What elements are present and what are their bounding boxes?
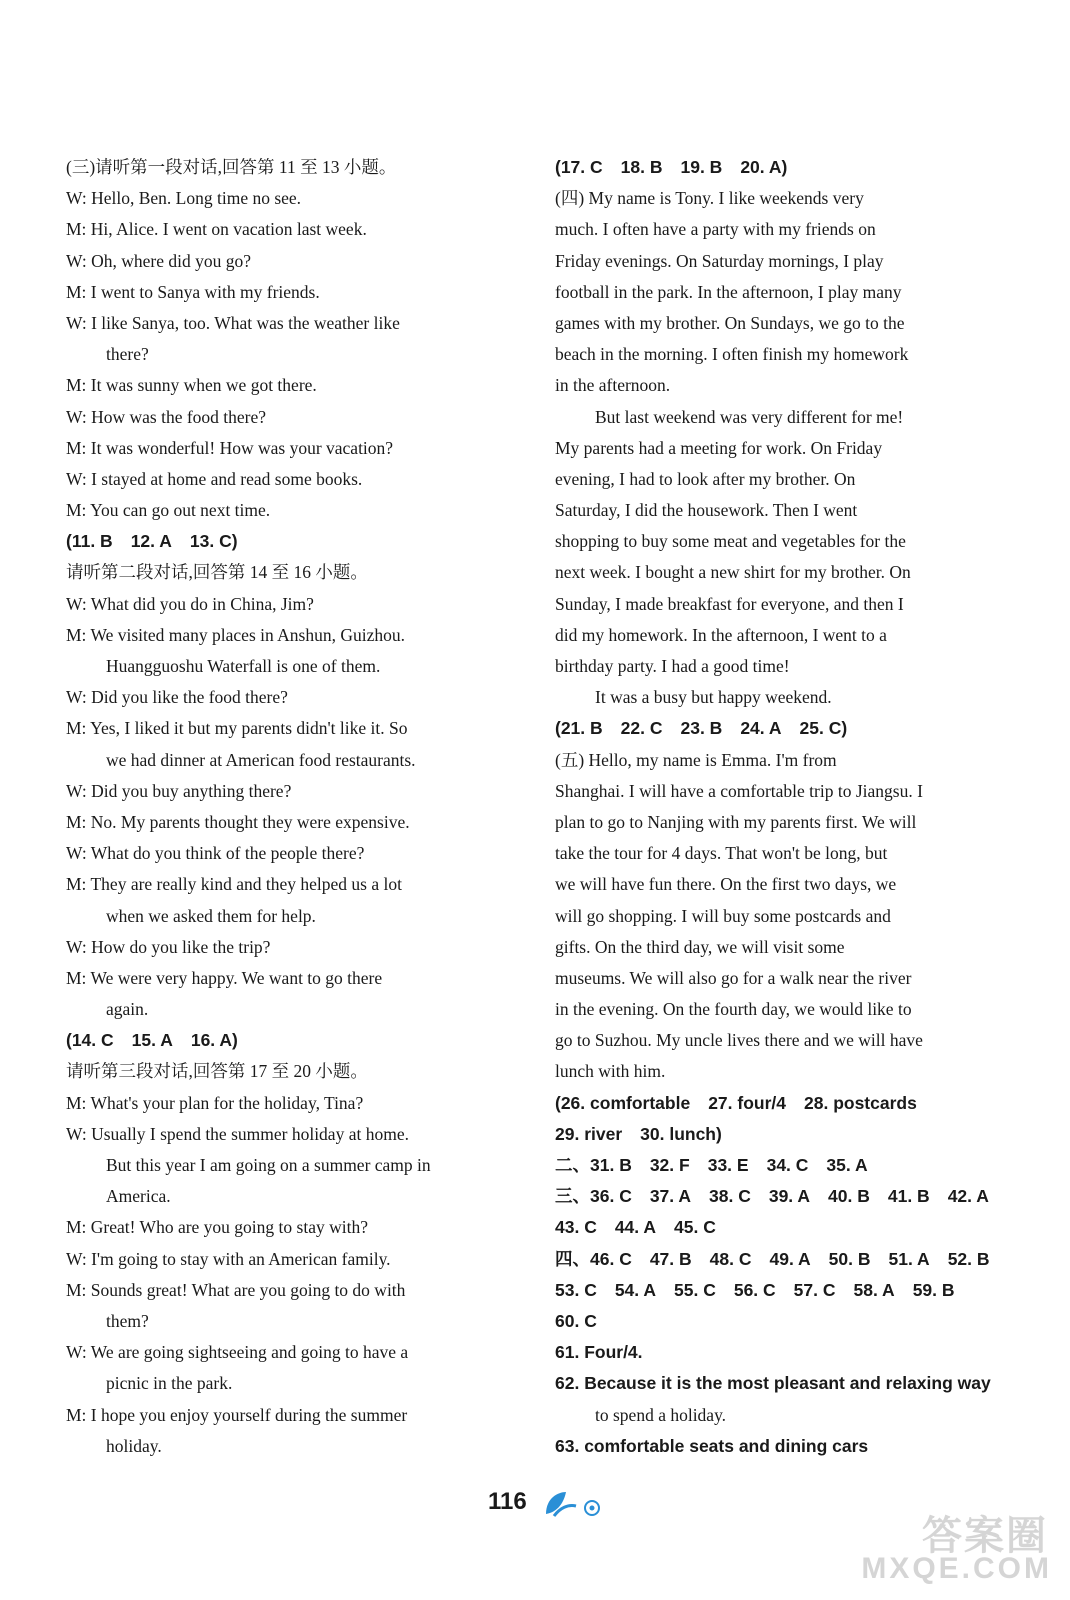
- continuation-line: But this year I am going on a summer camp in: [106, 1155, 431, 1175]
- answer-item: 四、46. C: [555, 1248, 632, 1269]
- continuation-line: to spend a holiday.: [595, 1404, 727, 1425]
- answer-item: 39. A: [768, 1186, 811, 1207]
- answer-item: 24. A: [740, 718, 782, 739]
- text-line: M: They are really kind and they helped us a lot: [66, 874, 402, 895]
- text-line: W: Oh, where did you go?: [66, 250, 251, 271]
- text-line: W: Did you like the food there?: [66, 687, 288, 708]
- left-column: [66, 152, 496, 1462]
- answer-item: 20. A): [740, 157, 788, 177]
- indented-line: But last weekend was very different for me!: [595, 406, 904, 427]
- answer-row: [66, 526, 496, 557]
- answer-item: 45. C: [674, 1217, 716, 1238]
- answer-row: [555, 1368, 991, 1399]
- answer-item: 58. A: [853, 1279, 895, 1300]
- answer-item: 61. Four/4.: [555, 1342, 643, 1363]
- answer-item: (11. B: [66, 531, 113, 552]
- text-line: M: What's your plan for the holiday, Tina?: [66, 1092, 364, 1113]
- answer-row: [555, 1431, 975, 1462]
- text-line: Sunday, I made breakfast for everyone, and then I: [555, 593, 904, 614]
- answer-item: 27. four/4: [708, 1092, 786, 1113]
- text-line: Friday evenings. On Saturday mornings, I play: [555, 250, 884, 271]
- answer-row: [66, 1025, 496, 1056]
- text-line: M: No. My parents thought they were expensive.: [66, 811, 410, 832]
- watermark-logo: [840, 1504, 1060, 1594]
- text-line: W: I stayed at home and read some books.: [66, 468, 363, 489]
- text-line: will go shopping. I will buy some postcards and: [555, 905, 891, 926]
- text-line: My parents had a meeting for work. On Friday: [555, 437, 883, 458]
- text-line: W: I'm going to stay with an American family.: [66, 1248, 391, 1269]
- answer-item: 57. C: [793, 1279, 836, 1300]
- continuation-line: we had dinner at American food restaurants.: [106, 749, 416, 770]
- answer-item: 40. B: [828, 1186, 870, 1207]
- answer-item: 43. C: [555, 1217, 597, 1238]
- answer-item: 47. B: [649, 1248, 692, 1269]
- answer-item: 29. river: [555, 1123, 623, 1144]
- text-line: M: I went to Sanya with my friends.: [66, 281, 320, 302]
- text-line: football in the park. In the afternoon, I play many: [555, 281, 902, 302]
- text-line: lunch with him.: [555, 1061, 666, 1082]
- text-line: M: You can go out next time.: [66, 500, 271, 521]
- continuation-line: America.: [106, 1186, 171, 1207]
- answer-item: 33. E: [707, 1155, 749, 1175]
- answer-item: 50. B: [828, 1248, 871, 1269]
- answer-item: 13. C): [189, 531, 238, 552]
- continuation-line: when we asked them for help.: [106, 905, 316, 926]
- answer-item: (26. comfortable: [555, 1092, 691, 1113]
- text-line: M: I hope you enjoy yourself during the summer: [66, 1404, 408, 1425]
- answer-row: [555, 1275, 975, 1306]
- text-line: in the evening. On the fourth day, we would like to: [555, 999, 912, 1020]
- answer-row: [555, 1088, 975, 1119]
- answer-item: 59. B: [912, 1279, 955, 1300]
- answer-row: [555, 152, 975, 183]
- text-line: W: Usually I spend the summer holiday at home.: [66, 1123, 409, 1144]
- answer-row: [555, 1181, 989, 1212]
- text-line: museums. We will also go for a walk near the river: [555, 967, 912, 988]
- text-line: much. I often have a party with my friends on: [555, 219, 876, 240]
- continuation-line: picnic in the park.: [106, 1373, 233, 1394]
- continuation-line: them?: [106, 1310, 149, 1331]
- right-column: [555, 152, 991, 1462]
- text-line: evening, I had to look after my brother. On: [555, 468, 856, 489]
- answer-item: 12. A: [130, 531, 172, 552]
- text-line: M: Sounds great! What are you going to do with: [66, 1279, 406, 1300]
- answer-item: 62. Because it is the most pleasant and relaxing way: [555, 1373, 991, 1394]
- text-line: take the tour for 4 days. That won't be long, but: [555, 843, 888, 864]
- text-line: M: It was wonderful! How was your vacation?: [66, 437, 394, 458]
- answer-item: 32. F: [649, 1155, 690, 1175]
- answer-item: 30. lunch): [640, 1123, 722, 1144]
- answer-row: [555, 1212, 975, 1243]
- text-line: W: I like Sanya, too. What was the weather like: [66, 312, 400, 333]
- text-line: M: We visited many places in Anshun, Guizhou.: [66, 624, 405, 645]
- text-line: 请听第三段对话,回答第 17 至 20 小题。: [66, 1061, 368, 1082]
- text-line: did my homework. In the afternoon, I went to a: [555, 624, 887, 645]
- continuation-line: Huangguoshu Waterfall is one of them.: [106, 656, 381, 676]
- answer-row: [555, 713, 975, 744]
- continuation-line: again.: [106, 999, 149, 1020]
- text-line: next week. I bought a new shirt for my brother. On: [555, 562, 911, 583]
- answer-item: 56. C: [733, 1279, 776, 1300]
- continuation-line: there?: [106, 344, 149, 365]
- text-line: games with my brother. On Sundays, we go to the: [555, 312, 905, 333]
- answer-item: 51. A: [888, 1248, 930, 1269]
- text-line: Saturday, I did the housework. Then I went: [555, 500, 858, 521]
- answer-item: 三、36. C: [555, 1186, 632, 1207]
- answer-item: 16. A): [190, 1030, 238, 1051]
- answer-item: (17. C: [555, 157, 603, 177]
- continuation-line: holiday.: [106, 1435, 162, 1456]
- indented-line: It was a busy but happy weekend.: [595, 687, 832, 708]
- answer-item: 44. A: [614, 1217, 657, 1238]
- text-line: M: We were very happy. We want to go there: [66, 967, 383, 988]
- answer-item: 28. postcards: [804, 1092, 917, 1113]
- answer-item: 23. B: [680, 718, 723, 739]
- answer-item: 41. B: [887, 1186, 930, 1207]
- answer-item: 15. A: [131, 1030, 173, 1051]
- text-line: M: Hi, Alice. I went on vacation last week.: [66, 219, 367, 240]
- answer-item: 22. C: [620, 718, 663, 739]
- text-line: (四) My name is Tony. I like weekends very: [555, 188, 864, 209]
- text-line: (三)请听第一段对话,回答第 11 至 13 小题。: [66, 157, 397, 177]
- answer-item: 55. C: [674, 1279, 716, 1300]
- answer-item: 48. C: [709, 1248, 752, 1269]
- answer-item: 37. A: [649, 1186, 692, 1207]
- answer-item: 54. A: [614, 1279, 657, 1300]
- answer-row: [555, 1337, 975, 1368]
- answer-item: (14. C: [66, 1030, 114, 1051]
- page-number: 116: [488, 1488, 527, 1515]
- text-line: M: Great! Who are you going to stay with?: [66, 1217, 368, 1238]
- answer-item: 49. A: [769, 1248, 811, 1269]
- answer-row: [555, 1244, 990, 1275]
- text-line: M: Yes, I liked it but my parents didn't like it. So: [66, 718, 408, 739]
- text-line: beach in the morning. I often finish my homework: [555, 344, 909, 365]
- answer-item: 25. C): [799, 718, 848, 739]
- text-line: W: We are going sightseeing and going to have a: [66, 1342, 409, 1363]
- text-line: Shanghai. I will have a comfortable trip to Jiangsu. I: [555, 780, 923, 801]
- text-line: shopping to buy some meat and vegetables for the: [555, 531, 906, 552]
- text-line: in the afternoon.: [555, 375, 671, 396]
- text-line: M: It was sunny when we got there.: [66, 375, 317, 396]
- answer-row: [555, 1306, 975, 1337]
- watermark-line2: MXQE.COM: [861, 1552, 1052, 1585]
- text-line: we will have fun there. On the first two days, we: [555, 874, 897, 895]
- text-line: W: How do you like the trip?: [66, 936, 271, 957]
- text-line: W: How was the food there?: [66, 406, 267, 427]
- answer-item: 52. B: [947, 1248, 990, 1269]
- answer-item: 60. C: [555, 1310, 597, 1331]
- text-line: birthday party. I had a good time!: [555, 656, 790, 676]
- answer-row: [555, 1150, 975, 1181]
- text-line: W: Did you buy anything there?: [66, 780, 292, 801]
- text-line: W: What did you do in China, Jim?: [66, 593, 314, 614]
- text-line: W: What do you think of the people there?: [66, 843, 365, 864]
- answer-item: 42. A: [947, 1186, 989, 1207]
- answer-item: (21. B: [555, 718, 603, 739]
- text-line: 请听第二段对话,回答第 14 至 16 小题。: [66, 562, 368, 583]
- leaf-logo-icon: [540, 1488, 620, 1520]
- answer-item: 53. C: [555, 1279, 597, 1300]
- watermark-line1: 答案圈: [922, 1514, 1048, 1558]
- answer-item: 18. B: [620, 157, 663, 177]
- text-line: plan to go to Nanjing with my parents first. We will: [555, 811, 917, 832]
- answer-item: 35. A: [826, 1155, 868, 1175]
- answer-item: 38. C: [709, 1186, 751, 1207]
- answer-item: 二、31. B: [555, 1155, 632, 1175]
- text-line: go to Suzhou. My uncle lives there and we will have: [555, 1030, 923, 1051]
- text-line: (五) Hello, my name is Emma. I'm from: [555, 749, 837, 770]
- answer-item: 63. comfortable seats and dining cars: [555, 1435, 869, 1456]
- answer-item: 19. B: [680, 157, 723, 177]
- text-line: W: Hello, Ben. Long time no see.: [66, 188, 302, 209]
- answer-item: 34. C: [766, 1155, 809, 1175]
- answer-row: [555, 1119, 975, 1150]
- text-line: gifts. On the third day, we will visit some: [555, 936, 845, 957]
